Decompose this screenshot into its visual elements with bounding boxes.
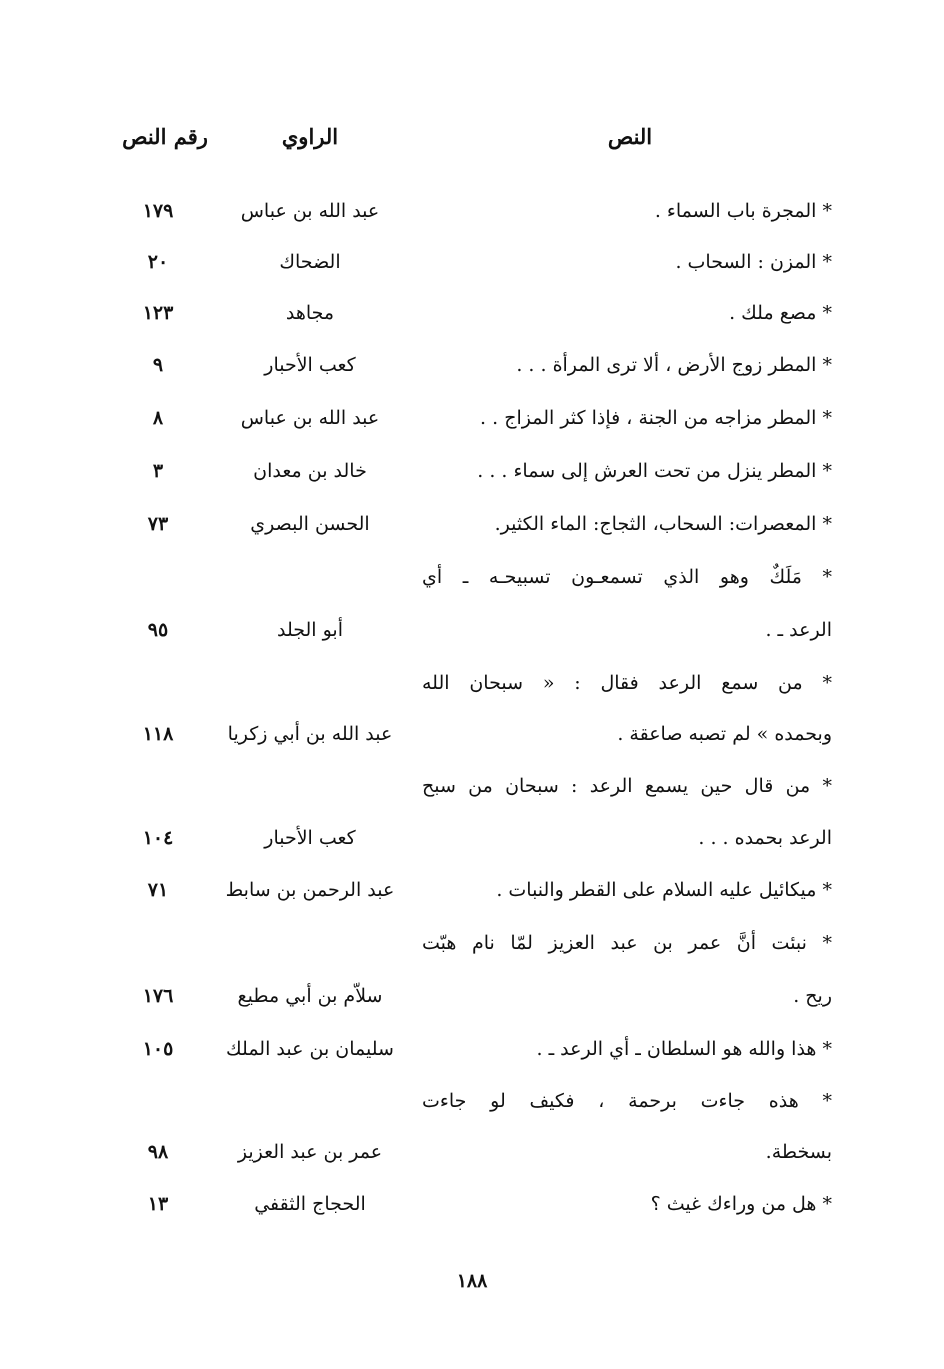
row-number: ٩٨ [147,1141,169,1163]
row-text: * مَلَكٌ وهو الذي تسمعـون تسبيحـه ـ أي [422,566,832,588]
row-narrator: كعب الأحبار [264,827,356,849]
row-narrator: سلاّم بن أبي مطيع [237,985,383,1007]
row-narrator: خالد بن معدان [253,460,367,482]
row-text-continued: بسخطة. [765,1141,832,1163]
row-number: ٢٠ [147,251,169,273]
row-number: ١١٨ [142,723,174,745]
row-text-continued: الرعد ـ . [765,619,832,641]
header-number: رقم النص [122,124,208,149]
row-number: ٩ [152,354,164,376]
row-narrator: كعب الأحبار [264,354,356,376]
row-text: * المطر مزاجه من الجنة ، فإذا كثر المزاج . . [480,407,832,429]
row-narrator: عبد الرحمن بن سابط [225,879,395,901]
row-text: * ميكائيل عليه السلام على القطر والنبات . [496,879,832,901]
header-narrator: الراوي [281,124,339,149]
row-text: * هذه جاءت برحمة ، فكيف لو جاءت [422,1090,832,1112]
row-text-continued: ريح . [793,985,832,1007]
row-text: * المطر ينزل من تحت العرش إلى سماء . . . [477,460,832,482]
row-number: ٣ [152,460,164,482]
row-narrator: عبد الله بن أبي زكريا [227,723,393,745]
row-narrator: مجاهد [285,302,335,324]
row-text: * المزن : السحاب . [675,251,832,273]
row-narrator: عبد الله بن عباس [240,407,380,429]
row-text: * المطر زوج الأرض ، ألا ترى المرأة . . . [516,354,832,376]
row-narrator: عبد الله بن عباس [240,200,380,222]
row-text: * نبئت أنَّ عمر بن عبد العزيز لمّا نام هبّت [422,932,832,954]
row-text: * من سمع الرعد فقال : « سبحان الله [422,672,832,694]
row-text: * المجرة باب السماء . [654,200,832,222]
row-number: ١٧٩ [142,200,174,222]
row-number: ١٣ [147,1193,169,1215]
row-narrator: الحجاج الثقفي [254,1193,366,1215]
row-number: ١٠٤ [142,827,174,849]
row-text-continued: وبحمده » لم تصبه صاعقة . [617,723,832,745]
row-narrator: عمر بن عبد العزيز [237,1141,383,1163]
row-number: ٧١ [147,879,169,901]
row-text-continued: الرعد بحمده . . . [698,827,832,849]
row-number: ٩٥ [147,619,169,641]
row-text: * هذا والله هو السلطان ـ أي الرعد ـ . [536,1038,832,1060]
row-narrator: الضحاك [279,251,341,273]
row-text: * مصع ملك . [729,302,832,324]
row-text: * هل من وراءك غيث ؟ [650,1193,832,1215]
page-number: ١٨٨ [456,1270,488,1292]
row-narrator: الحسن البصري [250,513,370,535]
header-text: النص [607,124,653,149]
row-number: ٧٣ [147,513,169,535]
row-number: ١٢٣ [142,302,174,324]
row-number: ٨ [152,407,164,429]
row-number: ١٠٥ [142,1038,174,1060]
row-narrator: سليمان بن عبد الملك [226,1038,394,1060]
row-number: ١٧٦ [142,985,174,1007]
row-text: * من قال حين يسمع الرعد : سبحان من سبح [422,775,832,797]
row-text: * المعصرات: السحاب، الثجاج: الماء الكثير. [494,513,832,535]
row-narrator: أبو الجلد [276,619,344,641]
